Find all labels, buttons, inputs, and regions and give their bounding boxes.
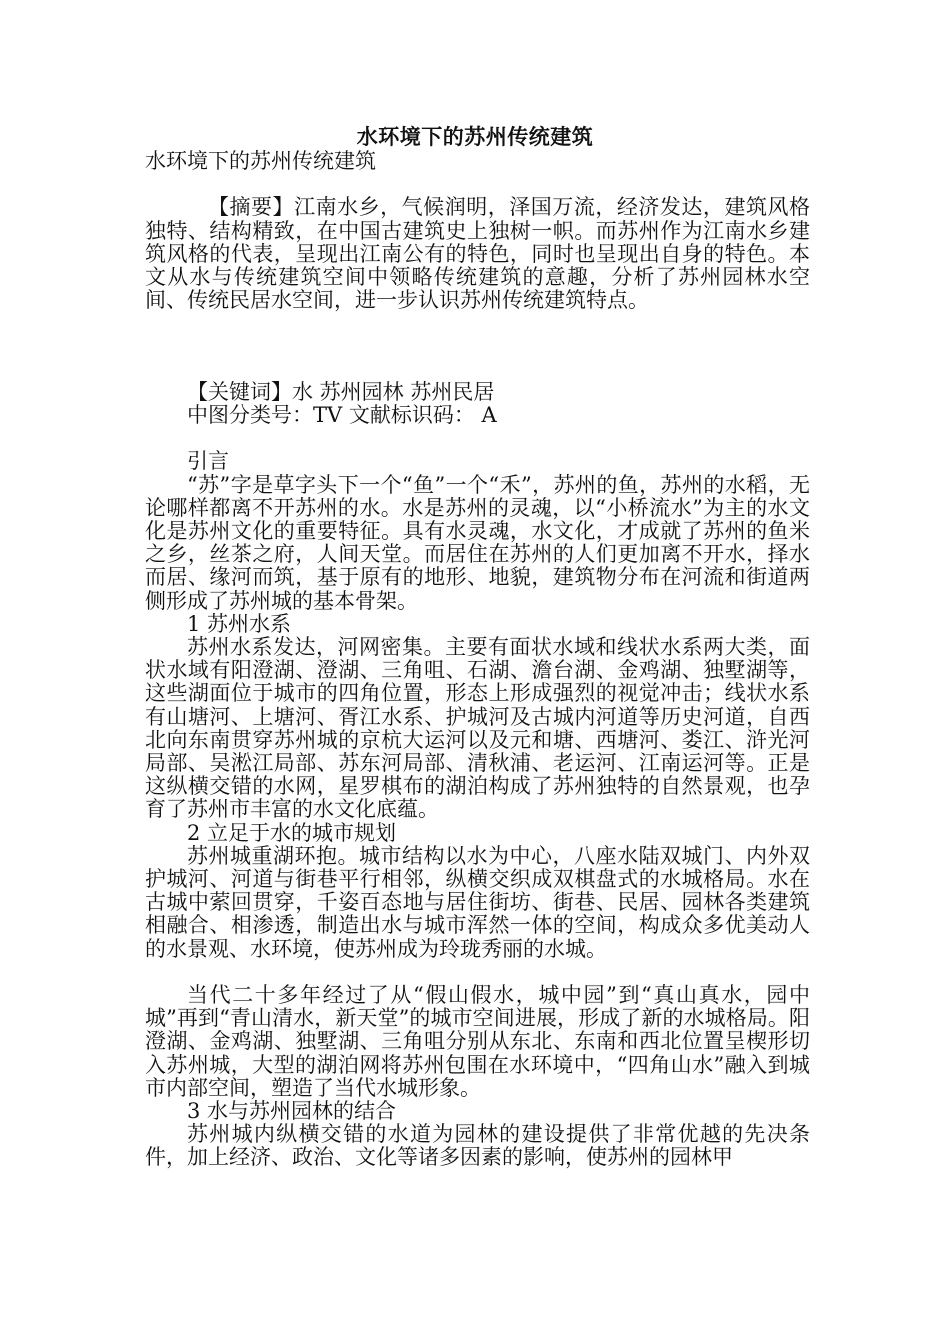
keywords-line: 【关键词】水 苏州园林 苏州民居 [187,379,495,404]
section-1-paragraph: 苏州水系发达，河网密集。主要有面状水域和线状水系两大类，面状水域有阳澄湖、澄湖、三角咀、石湖、澹台湖、金鸡湖、独墅湖等，这些湖面位于城市的四角位置，形态上形成强烈的视觉冲击；线状水系有山塘河、上塘河、胥江水系、护城河及古城内河道等历史河道，自西北向东南贯穿苏州城的京杭大运河以及元和塘、西塘河、娄江、浒光河局部、吴淞江局部、苏东河局部、清秋浦、老运河、江南运河等。正是这纵横交错的水网，星罗棋布的湖泊构成了苏州独特的自然景观，也孕育了苏州市丰富的水文化底蕴。 [145,635,810,822]
section-2-paragraph-2: 当代二十多年经过了从“假山假水，城中园”到“真山真水，园中城”再到“青山清水，新天堂”的城市空间进展，形成了新的水城格局。阳澄湖、金鸡湖、独墅湖、三角咀分别从东北、东南和西北位置呈楔形切入苏州城，大型的湖泊网将苏州包围在水环境中，“四角山水”融入到城市内部空间，塑造了当代水城形象。 [145,983,810,1100]
intro-paragraph: “苏”字是草字头下一个“鱼”一个“禾”，苏州的鱼，苏州的水稻，无论哪样都离不开苏州的水。水是苏州的灵魂，以“小桥流水”为主的水文化是苏州文化的重要特征。具有水灵魂，水文化，才成就了苏州的鱼米之乡，丝茶之府，人间天堂。而居住在苏州的人们更加离不开水，择水而居、缘河而筑，基于原有的地形、地貌，建筑物分布在河流和街道两侧形成了苏州城的基本骨架。 [145,472,810,613]
document-title: 水环境下的苏州传统建筑 [356,124,594,149]
section-1-heading: 1 苏州水系 [187,611,292,636]
section-3-paragraph: 苏州城内纵横交错的水道为园林的建设提供了非常优越的先决条件，加上经济、政治、文化等诸多因素的影响，使苏州的园林甲 [145,1122,810,1170]
spacer [145,961,810,984]
section-2-paragraph-1: 苏州城重湖环抱。城市结构以水为中心，八座水陆双城门、内外双护城河、河道与街巷平行相邻，纵横交织成双棋盘式的水城格局。水在古城中萦回贯穿，千姿百态地与居住街坊、街巷、民居、园林各类建筑相融合、相渗透，制造出水与城市浑然一体的空间，构成众多优美动人的水景观、水环境，使苏州成为玲珑秀丽的水城。 [145,843,810,961]
spacer [145,173,810,196]
section-3-heading: 3 水与苏州园林的结合 [187,1099,397,1124]
section-2-heading: 2 立足于水的城市规划 [187,820,397,845]
classification-line: 中图分类号：TV 文献标识码： A [187,403,497,427]
spacer [145,427,810,450]
document-body [145,150,810,1170]
abstract-paragraph: 【摘要】江南水乡，气候润明，泽国万流，经济发达，建筑风格独特、结构精致，在中国古建筑史上独树一帜。而苏州作为江南水乡建筑风格的代表，呈现出江南公有的特色，同时也呈现出自身的特色。本文从水与传统建筑空间中领略传统建筑的意趣，分析了苏州园林水空间、传统民居水空间，进一步认识苏州传统建筑特点。 [145,195,810,313]
intro-heading: 引言 [187,449,229,474]
document-subtitle: 水环境下的苏州传统建筑 [145,149,376,173]
spacer [145,312,810,358]
spacer [145,359,810,381]
